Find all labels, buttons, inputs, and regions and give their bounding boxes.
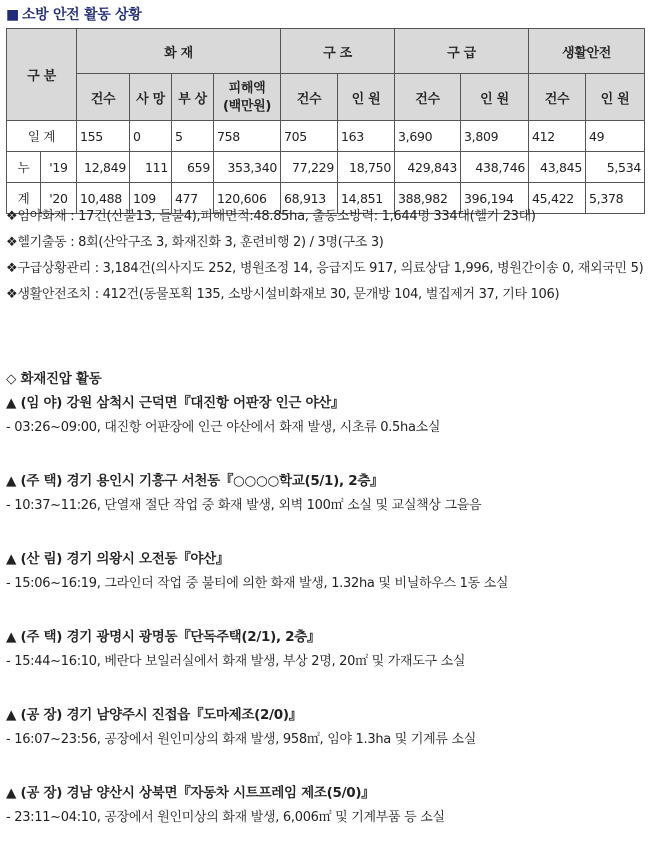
row-year: '20 [41, 183, 77, 214]
subheader-rescue-people: 인 원 [338, 74, 395, 121]
cell-rescue-people: 18,750 [338, 152, 395, 183]
subheader-life-count: 건수 [529, 74, 586, 121]
subheader-death: 사 망 [130, 74, 172, 121]
cell-fire-count: 10,488 [77, 183, 130, 214]
subheader-rescue-count: 건수 [281, 74, 338, 121]
cell-life-count: 45,422 [529, 183, 586, 214]
cell-injury: 5 [172, 121, 214, 152]
cell-ems-people: 396,194 [461, 183, 529, 214]
cell-life-count: 412 [529, 121, 586, 152]
section-title: 소방 안전 활동 상황 [21, 7, 142, 23]
cell-life-people: 5,378 [586, 183, 645, 214]
incident-title: ▲ (산 림) 경기 의왕시 오전동『야산』 [6, 551, 230, 567]
cell-life-people: 5,534 [586, 152, 645, 183]
incident-detail: - 16:07~23:56, 공장에서 원인미상의 화재 발생, 958㎡, 임야 1.3ha 및 기계류 소실 [6, 732, 476, 747]
cell-rescue-people: 163 [338, 121, 395, 152]
incident-title: ▲ (공 장) 경남 양산시 상북면『자동차 시트프레임 제조(5/0)』 [6, 785, 375, 801]
cell-injury: 659 [172, 152, 214, 183]
subheader-life-people: 인 원 [586, 74, 645, 121]
cell-fire-count: 155 [77, 121, 130, 152]
activity-title: ◇ 화재진압 활동 [6, 371, 102, 387]
header-rescue: 구 조 [281, 29, 395, 74]
incident-detail: - 10:37~11:26, 단열재 절단 작업 중 화재 발생, 외벽 100㎡ 소실 및 교실책상 그을음 [6, 498, 482, 513]
subheader-fire-count: 건수 [77, 74, 130, 121]
bullet-life-safety: ❖생활안전조치 : 412건(동물포획 135, 소방시설비화재보 30, 문개방 104, 벌집제거 37, 기타 106) [6, 287, 560, 302]
incident-title: ▲ (공 장) 경기 남양주시 진접읍『도마제조(2/0)』 [6, 707, 302, 723]
cell-death: 0 [130, 121, 172, 152]
row-label: 계 [7, 183, 41, 214]
incident-title: ▲ (임 야) 강원 삼척시 근덕면『대진항 어판장 인근 야산』 [6, 395, 345, 411]
incident-item [6, 394, 646, 437]
incident-detail: - 23:11~04:10, 공장에서 원인미상의 화재 발생, 6,006㎡ 및 기계부품 등 소실 [6, 810, 445, 825]
cell-rescue-count: 705 [281, 121, 338, 152]
bullet-helicopter: ❖헬기출동 : 8회(산악구조 3, 화재진화 3, 훈련비행 2) / 3명(구조 3) [6, 235, 384, 250]
subheader-ems-count: 건수 [395, 74, 461, 121]
incident-detail: - 15:44~16:10, 베란다 보일러실에서 화재 발생, 부상 2명, 20㎡ 및 가재도구 소실 [6, 654, 466, 669]
cell-ems-count: 429,843 [395, 152, 461, 183]
square-bullet-icon: ■ [6, 7, 19, 23]
cell-life-count: 43,845 [529, 152, 586, 183]
table-row [7, 152, 645, 183]
cell-life-people: 49 [586, 121, 645, 152]
cell-fire-count: 12,849 [77, 152, 130, 183]
header-ems: 구 급 [395, 29, 529, 74]
incident-item [6, 784, 646, 827]
cell-ems-people: 438,746 [461, 152, 529, 183]
subheader-injury: 부 상 [172, 74, 214, 121]
cell-death: 109 [130, 183, 172, 214]
incident-item [6, 628, 646, 671]
cell-damage: 758 [214, 121, 281, 152]
row-year: '19 [41, 152, 77, 183]
incident-item [6, 472, 646, 515]
incident-detail: - 15:06~16:19, 그라인더 작업 중 불티에 의한 화재 발생, 1.32ha 및 비닐하우스 1동 소실 [6, 576, 509, 591]
header-fire: 화 재 [77, 29, 281, 74]
row-label: 누 [7, 152, 41, 183]
incident-detail: - 03:26~09:00, 대진항 어판장에 인근 야산에서 화재 발생, 시초류 0.5ha소실 [6, 420, 441, 435]
header-life-safety: 생활안전 [529, 29, 645, 74]
incident-title: ▲ (주 택) 경기 광명시 광명동『단독주택(2/1), 2층』 [6, 629, 321, 645]
subheader-ems-people: 인 원 [461, 74, 529, 121]
cell-death: 111 [130, 152, 172, 183]
incident-item [6, 706, 646, 749]
cell-rescue-people: 14,851 [338, 183, 395, 214]
incident-title: ▲ (주 택) 경기 용인시 기흥구 서천동『○○○○학교(5/1), 2층』 [6, 473, 384, 489]
cell-damage: 120,606 [214, 183, 281, 214]
cell-damage: 353,340 [214, 152, 281, 183]
summary-bullets [6, 208, 646, 312]
cell-injury: 477 [172, 183, 214, 214]
cell-ems-people: 3,809 [461, 121, 529, 152]
table-row [7, 121, 645, 152]
cell-rescue-count: 77,229 [281, 152, 338, 183]
cell-ems-count: 388,982 [395, 183, 461, 214]
bullet-ems-management: ❖구급상황관리 : 3,184건(의사지도 252, 병원조정 14, 응급지도 917, 의료상담 1,996, 병원간이송 0, 재외국민 5) [6, 261, 644, 276]
header-gubun: 구 분 [7, 29, 77, 121]
fire-safety-stats-table [6, 28, 645, 214]
cell-rescue-count: 68,913 [281, 183, 338, 214]
row-label: 일 계 [7, 121, 77, 152]
subheader-damage: 피해액 (백만원) [214, 74, 281, 121]
cell-ems-count: 3,690 [395, 121, 461, 152]
section-heading [6, 4, 141, 24]
incident-item [6, 550, 646, 593]
bullet-forest-fire: ❖임야화재 : 17건(산불13, 들불4),피해면적:48.85ha, 출동소방력: 1,644명 334대(헬기 23대) [6, 209, 536, 224]
